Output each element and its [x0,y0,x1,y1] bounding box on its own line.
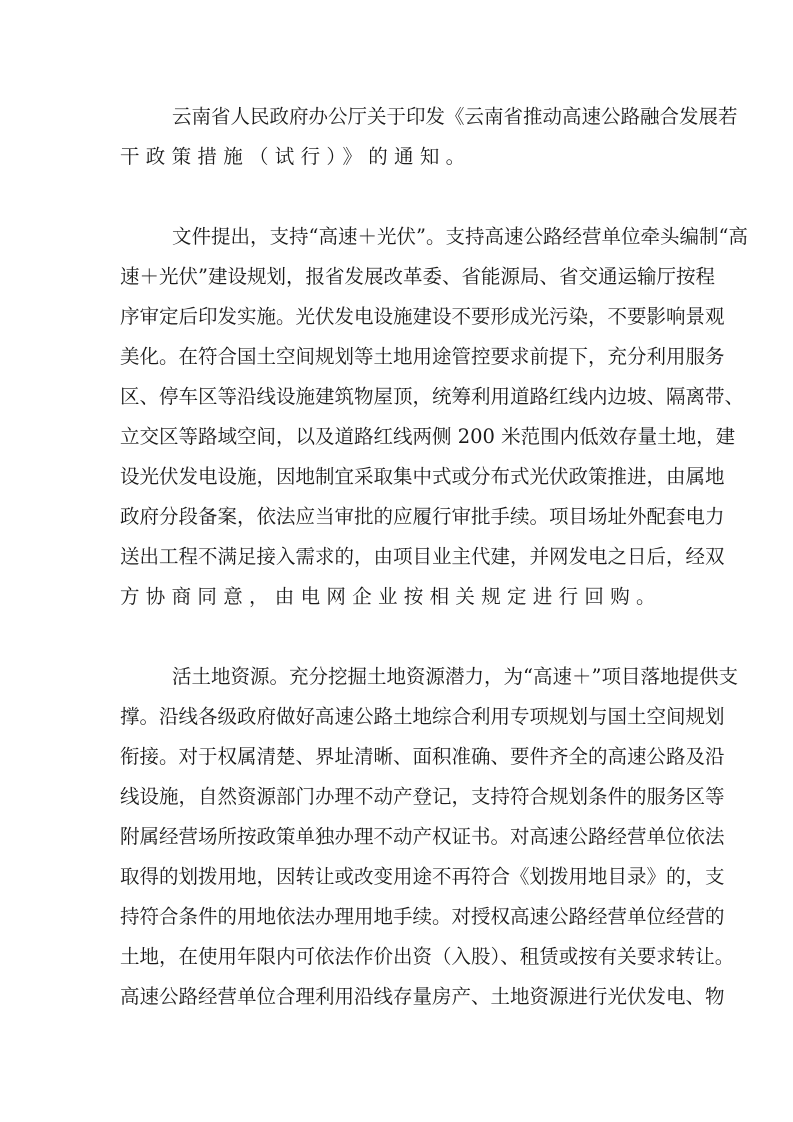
paragraph-highway-solar-line: 序审定后印发实施。光伏发电设施建设不要形成光污染，不要影响景观 [120,305,725,328]
paragraph-land-resources-line: 高速公路经营单位合理利用沿线存量房产、土地资源进行光伏发电、物 [120,985,725,1008]
paragraph-highway-solar-line: 文件提出，支持“高速＋光伏”。支持高速公路经营单位牵头编制“高 [172,225,748,248]
paragraph-land-resources-line: 活土地资源。充分挖掘土地资源潜力，为“高速＋”项目落地提供支 [172,665,738,688]
paragraph-highway-solar-line: 美化。在符合国土空间规划等土地用途管控要求前提下，充分利用服务 [120,345,725,368]
paragraph-highway-solar-line: 方协商同意，由电网企业按相关规定进行回购。 [120,585,662,608]
paragraph-land-resources-line: 土地，在使用年限内可依法作价出资（入股）、租赁或按有关要求转让。 [120,945,735,968]
paragraph-highway-solar-line: 立交区等路域空间，以及道路红线两侧 200 米范围内低效存量土地，建 [120,425,736,448]
paragraph-land-resources-line: 线设施，自然资源部门办理不动产登记，支持符合规划条件的服务区等 [120,785,725,808]
paragraph-land-resources-line: 取得的划拨用地，因转让或改变用途不再符合《划拨用地目录》的，支 [120,865,725,888]
paragraph-land-resources-line: 持符合条件的用地依法办理用地手续。对授权高速公路经营单位经营的 [120,905,725,928]
paragraph-land-resources-line: 附属经营场所按政策单独办理不动产权证书。对高速公路经营单位依法 [120,825,725,848]
paragraph-notice-title-line: 云南省人民政府办公厅关于印发《云南省推动高速公路融合发展若 [172,105,738,128]
paragraph-highway-solar-line: 政府分段备案，依法应当审批的应履行审批手续。项目场址外配套电力 [120,505,725,528]
paragraph-highway-solar-line: 速＋光伏”建设规划，报省发展改革委、省能源局、省交通运输厅按程 [120,265,715,288]
paragraph-highway-solar-line: 送出工程不满足接入需求的，由项目业主代建，并网发电之日后，经双 [120,545,725,568]
paragraph-land-resources-line: 撑。沿线各级政府做好高速公路土地综合利用专项规划与国土空间规划 [120,705,725,728]
paragraph-notice-title-line: 干政策措施（试行）》的通知。 [120,145,472,168]
paragraph-highway-solar-line: 设光伏发电设施，因地制宜采取集中式或分布式光伏政策推进，由属地 [120,465,725,488]
paragraph-highway-solar-line: 区、停车区等沿线设施建筑物屋顶，统筹利用道路红线内边坡、隔离带、 [120,385,745,408]
paragraph-land-resources-line: 衔接。对于权属清楚、界址清晰、面积准确、要件齐全的高速公路及沿 [120,745,725,768]
